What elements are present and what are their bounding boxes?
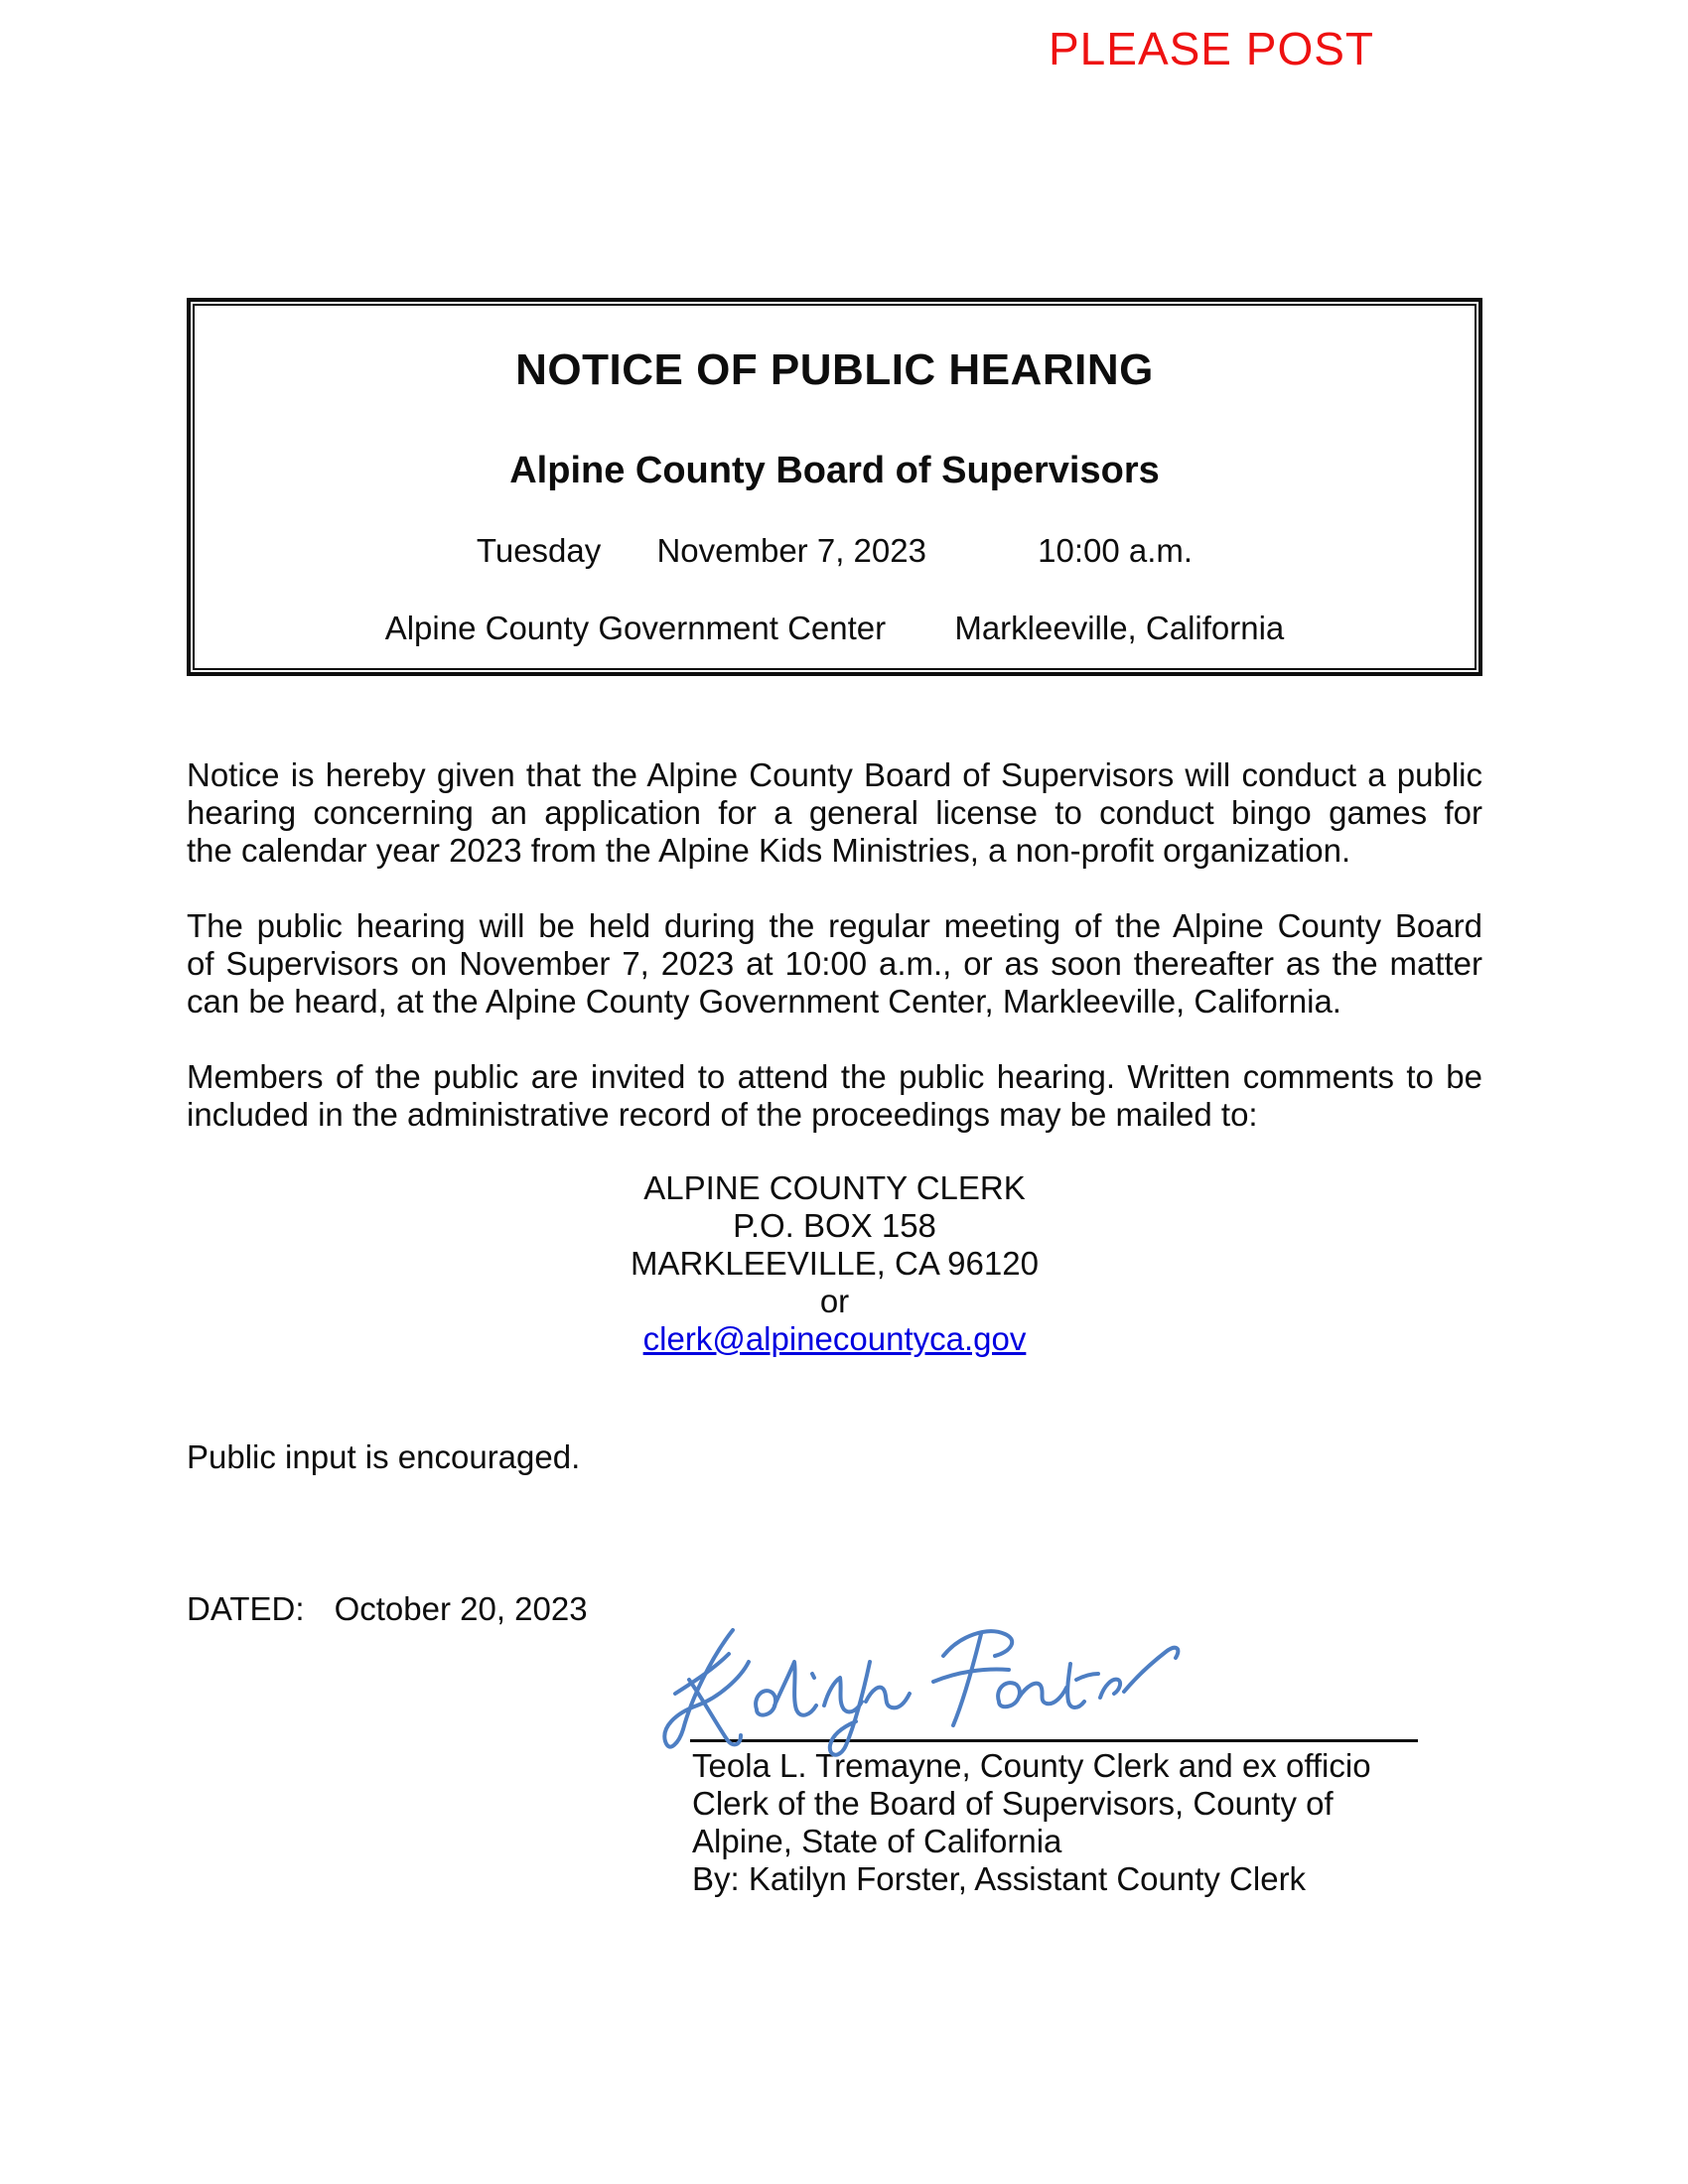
signature-block <box>692 1747 1427 1898</box>
signature-block-line: Teola L. Tremayne, County Clerk and ex officio <box>692 1747 1371 1784</box>
public-input-note: Public input is encouraged. <box>187 1438 581 1475</box>
paragraph-line: of Supervisors on November 7, 2023 at 10:00 a.m., or as soon thereafter as the matter <box>187 945 1482 982</box>
paragraph-line: can be heard, at the Alpine County Government Center, Markleeville, California. <box>187 983 1341 1020</box>
mail-email-line <box>187 1320 1482 1358</box>
signature-block-line: By: Katilyn Forster, Assistant County Clerk <box>692 1860 1307 1897</box>
notice-date-row <box>195 532 1475 570</box>
signature-block-line: Alpine, State of California <box>692 1823 1062 1859</box>
mail-or-separator: or <box>819 1283 850 1319</box>
paragraph-line: the calendar year 2023 from the Alpine Kids Ministries, a non-profit organization. <box>187 832 1351 869</box>
paragraph-hearing-schedule <box>187 907 1482 1021</box>
notice-title: NOTICE OF PUBLIC HEARING <box>515 345 1154 394</box>
paragraph-bingo-license <box>187 756 1482 870</box>
hearing-date: November 7, 2023 <box>656 532 926 569</box>
notice-box-inner-border <box>193 304 1477 670</box>
signature-block-line: Clerk of the Board of Supervisors, County of <box>692 1785 1334 1822</box>
paragraph-line: Notice is hereby given that the Alpine County Board of Supervisors will conduct a public <box>187 756 1482 793</box>
hearing-day: Tuesday <box>476 532 602 569</box>
dated-value: October 20, 2023 <box>334 1590 588 1627</box>
paragraph-line: Members of the public are invited to attend the public hearing. Written comments to be <box>187 1058 1482 1095</box>
paragraph-line: hearing concerning an application for a general license to conduct bingo games for <box>187 794 1482 831</box>
hearing-time: 10:00 a.m. <box>1038 532 1194 569</box>
paragraph-line: included in the administrative record of the proceedings may be mailed to: <box>187 1096 1258 1133</box>
notice-box <box>187 298 1482 676</box>
signature-ink <box>645 1616 1221 1765</box>
mail-po-box: P.O. BOX 158 <box>733 1207 936 1244</box>
notice-subtitle: Alpine County Board of Supervisors <box>509 450 1160 491</box>
mail-city-line: MARKLEEVILLE, CA 96120 <box>631 1245 1039 1282</box>
notice-body <box>187 756 1482 1171</box>
paragraph-public-invitation <box>187 1058 1482 1134</box>
notice-location-row <box>195 610 1475 647</box>
dated-label: DATED: <box>187 1590 305 1627</box>
paragraph-line: The public hearing will be held during the regular meeting of the Alpine County Board <box>187 907 1482 944</box>
mailing-address-block <box>187 1169 1482 1358</box>
hearing-city: Markleeville, California <box>954 610 1285 646</box>
hearing-venue: Alpine County Government Center <box>384 610 887 646</box>
please-post-stamp: PLEASE POST <box>1049 23 1375 74</box>
mail-recipient: ALPINE COUNTY CLERK <box>643 1169 1026 1206</box>
clerk-email-link[interactable]: clerk@alpinecountyca.gov <box>642 1320 1027 1357</box>
dated-line <box>187 1590 588 1628</box>
